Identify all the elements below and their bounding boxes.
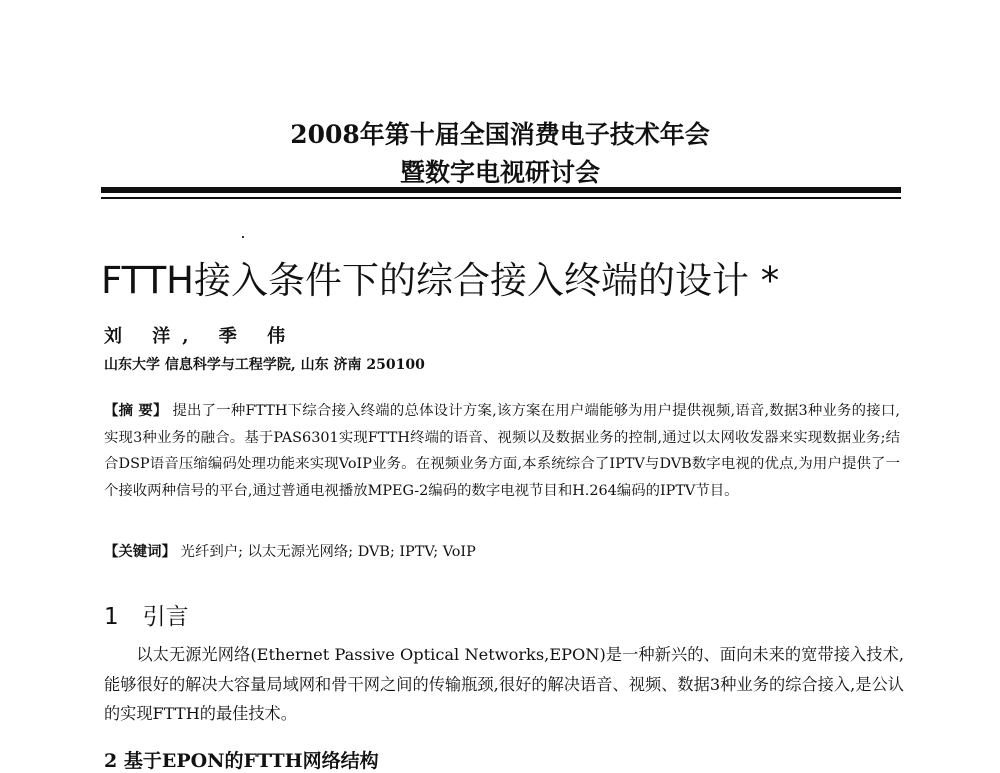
keywords-label: 【关键词】 <box>104 543 176 560</box>
section-number: 1 <box>104 604 119 630</box>
stray-dot <box>242 236 244 238</box>
section-heading-2: 2 基于EPON的FTTH网络结构 <box>104 750 379 772</box>
abstract <box>104 398 900 504</box>
conference-title-line1: 2008年第十届全国消费电子技术年会 <box>290 120 710 149</box>
paper-title: FTTH接入条件下的综合接入终端的设计 * <box>101 259 780 302</box>
header-rule-thick <box>101 187 901 193</box>
header-rule-thin <box>101 197 901 199</box>
authors: 刘 洋, 季 伟 <box>104 326 298 347</box>
abstract-label: 【摘 要】 <box>104 402 168 419</box>
keywords <box>104 539 900 566</box>
keywords-text: 光纤到户; 以太无源光网络; DVB; IPTV; VoIP <box>180 544 476 560</box>
section-title: 引言 <box>142 604 189 630</box>
section-heading-1 <box>104 598 189 631</box>
affiliation: 山东大学 信息科学与工程学院, 山东 济南 250100 <box>104 357 425 373</box>
abstract-text: 提出了一种FTTH下综合接入终端的总体设计方案,该方案在用户端能够为用户提供视频,语音,数据3种业务的接口,实现3种业务的融合。基于PAS6301实现FTTH终端的语音、视频以及数据业务的控制,通过以太网收发器来实现数据业务;结合DSP语音压缩编码处理功能来实现VoIP业务。在视频业务方面,本系统综合了IPTV与DVB数字电视的优点,为用户提供了一个接收两种信号的平台,通过普通电视播放MPEG-2编码的数字电视节目和H.264编码的IPTV节目。 <box>104 403 901 499</box>
conference-title-line2: 暨数字电视研讨会 <box>399 158 600 187</box>
intro-paragraph: 以太无源光网络(Ethernet Passive Optical Networks,EPON)是一种新兴的、面向未来的宽带接入技术,能够很好的解决大容量局域网和骨干网之间的传输瓶颈,很好的解决语音、视频、数据3种业务的综合接入,是公认的实现FTTH的最佳技术。 <box>104 645 904 723</box>
